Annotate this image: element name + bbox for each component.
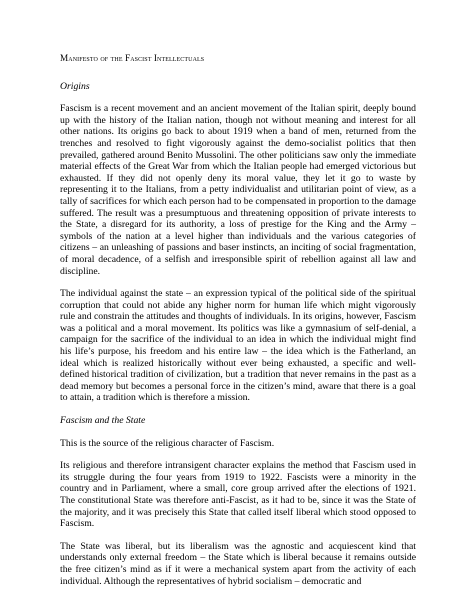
paragraph-state-3: The State was liberal, but its liberalism was the agnostic and acquiescent kind that understands only external freedom – the State which is liberal because it remains outside the free citizen’s mind as if it were a mechanical system apart from the activity of each individual. Although the representatives of hybrid socialism – democratic and (60, 540, 416, 587)
section-heading-origins: Origins (60, 80, 90, 92)
paragraph-state-1: This is the source of the religious character of Fascism. (60, 437, 275, 449)
paragraph-state-2: Its religious and therefore intransigent character explains the method that Fascism used in its struggle during the four years from 1919 to 1922. Fascists were a minority in the country and in Parliament, where a small, core group arrived after the elections of 1921. The constitutional State was therefore anti-Fascist, as it had to be, since it was the State of the majority, and it was precisely this State that called itself liberal which stood opposed to Fascism. (60, 460, 416, 530)
paragraph-origins-1: Fascism is a recent movement and an ancient movement of the Italian spirit, deeply bound up with the history of the Italian nation, though not without meaning and interest for all other nations. Its origins go back to about 1919 when a band of men, returned from the trenches and resolved to fight vigorously against the demo-socialist politics that then prevailed, gathered around Benito Mussolini. The other politicians saw only the immediate material effects of the Great War from which the Italian people had emerged victorious but exhausted. If they did not openly deny its moral value, they let it go to waste by representing it to the Italians, from a petty individualist and utilitarian point of view, as a tally of sacrifices for which each person had to be compensated in proportion to the damage suffered. The result was a presumptuous and threatening opposition of private interests to the State, a disregard for its authority, a loss of prestige for the King and the Army – symbols of the nation at a level higher than individuals and the various categories of citizens – an unleashing of passions and baser instincts, an inciting of social fragmentation, of moral decadence, of a selfish and irresponsible spirit of rebellion against all law and discipline. (60, 103, 416, 277)
document-title: Manifesto of the Fascist Intellectuals (60, 53, 205, 63)
section-heading-fascism-and-state: Fascism and the State (60, 415, 146, 427)
paragraph-origins-2: The individual against the state – an expression typical of the political side of the spiritual corruption that could not abide any higher norm for human life which might vigorously rule and constrain the attitudes and thoughts of individuals. In its origins, however, Fascism was a political and a moral movement. Its politics was like a gymnasium of self-denial, a campaign for the sacrifice of the individual to an idea in which the individual might find his life’s purpose, his freedom and his entire law – the idea which is the Fatherland, an ideal which is realized historically without ever being exhausted, a specific and well-defined historical tradition of civilization, but a tradition that never remains in the past as a dead memory but becomes a personal force in the citizen’s mind, aware that there is a goal to attain, a tradition which is therefore a mission. (60, 288, 416, 404)
document-body (60, 53, 416, 598)
